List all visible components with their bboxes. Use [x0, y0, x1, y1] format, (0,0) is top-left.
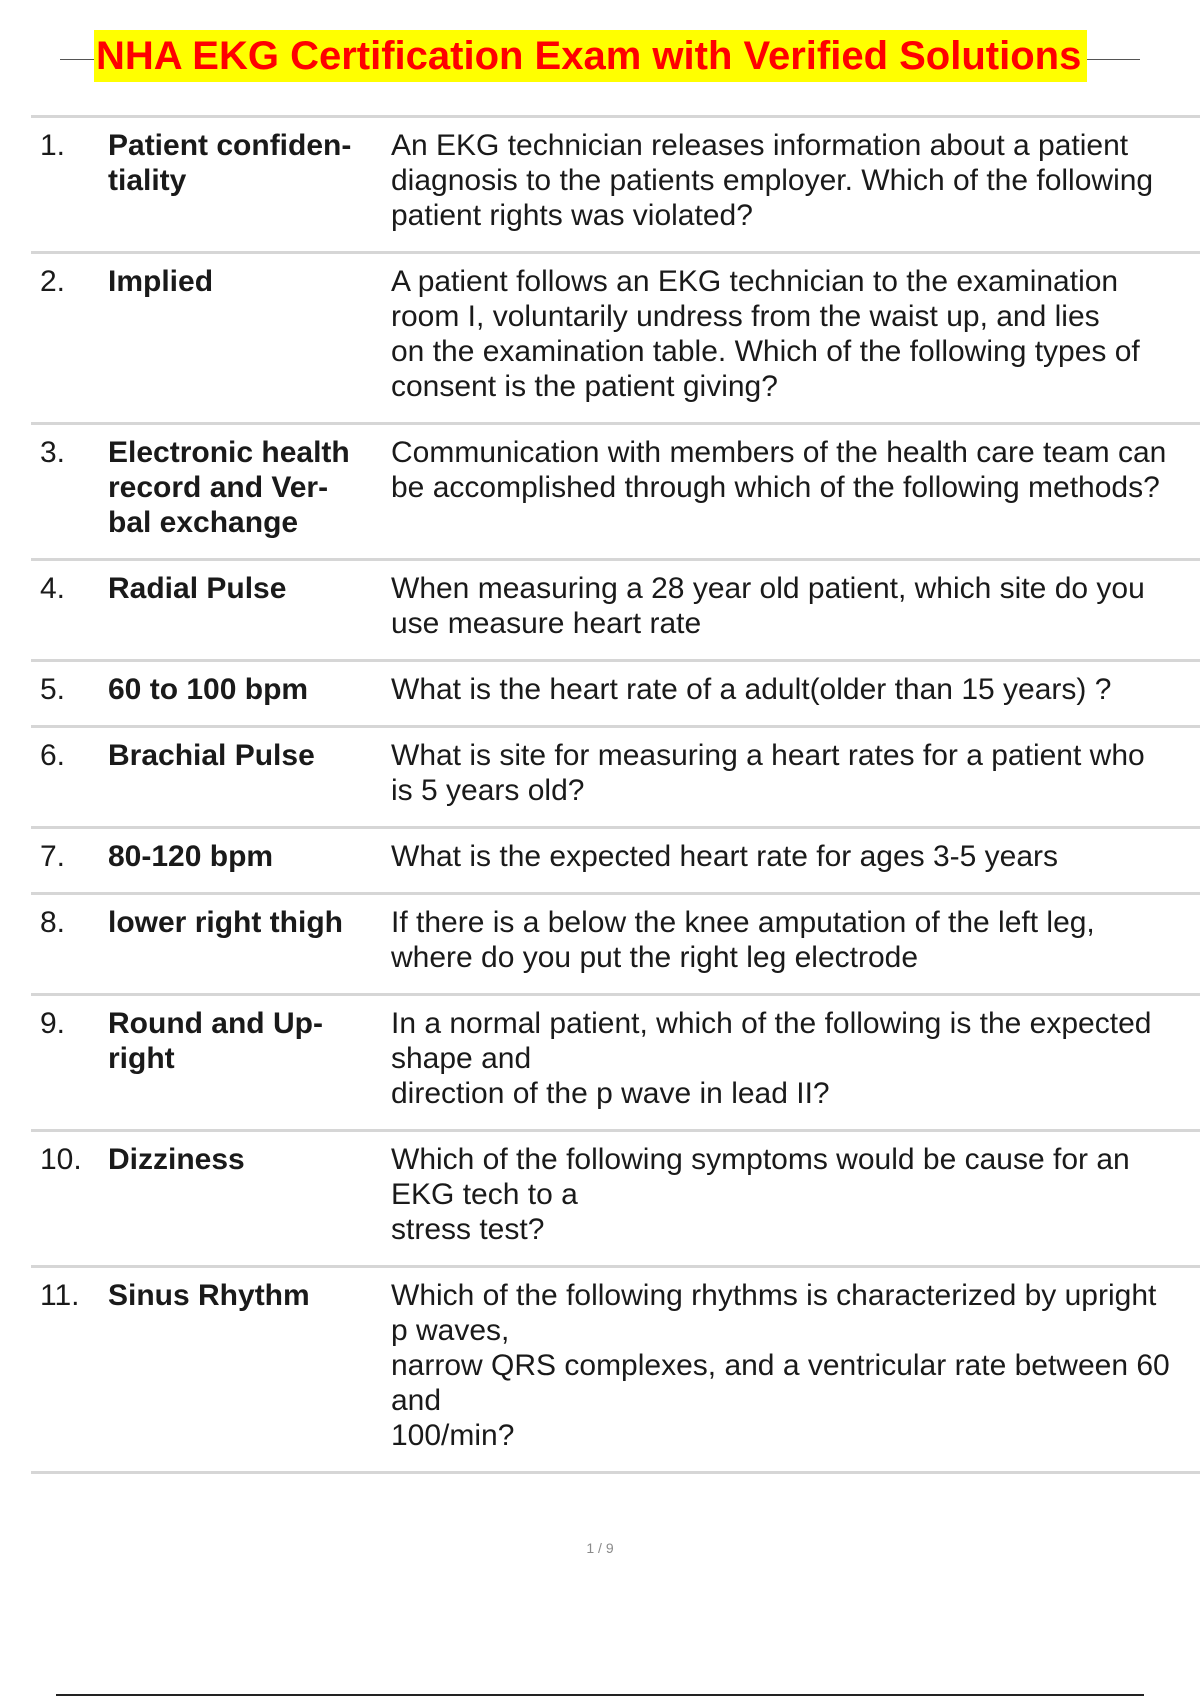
term-line: Sinus Rhythm — [108, 1279, 310, 1312]
question-line: If there is a below the knee amputation of the left leg, — [391, 906, 1095, 939]
item-number: 6. — [40, 739, 66, 772]
qa-row — [31, 1131, 1200, 1267]
qa-table-body — [31, 117, 1200, 1473]
qa-row — [31, 253, 1200, 424]
question-line: A patient follows an EKG technician to the examination — [391, 265, 1119, 298]
item-term — [108, 995, 391, 1131]
item-term — [108, 253, 391, 424]
qa-row — [31, 828, 1200, 894]
question-line: shape and — [391, 1042, 532, 1075]
term-line: Electronic health — [108, 436, 350, 469]
item-number: 11. — [40, 1279, 80, 1312]
item-number: 7. — [40, 840, 66, 873]
question-line: and — [391, 1384, 442, 1417]
item-number: 9. — [40, 1007, 66, 1040]
item-question — [391, 828, 1200, 894]
qa-row — [31, 560, 1200, 661]
item-question — [391, 1267, 1200, 1473]
question-line: stress test? — [391, 1213, 545, 1246]
qa-row — [31, 1267, 1200, 1473]
item-term — [108, 424, 391, 560]
item-number: 10. — [40, 1143, 82, 1176]
item-number: 4. — [40, 572, 66, 605]
item-question — [391, 894, 1200, 995]
qa-row — [31, 727, 1200, 828]
term-line: lower right thigh — [108, 906, 343, 939]
item-question — [391, 424, 1200, 560]
term-line: Round and Up- — [108, 1007, 323, 1040]
qa-row — [31, 117, 1200, 253]
document-title: NHA EKG Certification Exam with Verified Solutions — [94, 30, 1087, 82]
term-line: record and Ver- — [108, 471, 329, 504]
item-number: 1. — [40, 129, 66, 162]
item-number: 3. — [40, 436, 66, 469]
item-term — [108, 661, 391, 727]
question-line: What is the heart rate of a adult(older than 15 years) ? — [391, 673, 1112, 706]
item-question — [391, 727, 1200, 828]
question-line: where do you put the right leg electrode — [391, 941, 919, 974]
question-line: An EKG technician releases information about a patient — [391, 129, 1129, 162]
item-term — [108, 1131, 391, 1267]
question-line: p waves, — [391, 1314, 510, 1347]
question-line: Which of the following symptoms would be cause for an — [391, 1143, 1130, 1176]
question-line: direction of the p wave in lead II? — [391, 1077, 830, 1110]
question-line: 100/min? — [391, 1419, 515, 1452]
item-term — [108, 1267, 391, 1473]
question-line: room I, voluntarily undress from the waist up, and lies — [391, 300, 1100, 333]
item-number: 2. — [40, 265, 66, 298]
item-question — [391, 117, 1200, 253]
question-line: EKG tech to a — [391, 1178, 578, 1211]
question-line: When measuring a 28 year old patient, which site do you — [391, 572, 1145, 605]
item-term — [108, 117, 391, 253]
term-line: 80-120 bpm — [108, 840, 274, 873]
term-line: Implied — [108, 265, 214, 298]
qa-row — [31, 995, 1200, 1131]
term-line: right — [108, 1042, 175, 1075]
question-line: narrow QRS complexes, and a ventricular rate between 60 — [391, 1349, 1170, 1382]
page-indicator: 1 / 9 — [586, 1540, 614, 1556]
term-line: 60 to 100 bpm — [108, 673, 309, 706]
item-term — [108, 560, 391, 661]
question-line: What is site for measuring a heart rates for a patient who — [391, 739, 1145, 772]
question-line: Which of the following rhythms is characterized by upright — [391, 1279, 1157, 1312]
item-question — [391, 253, 1200, 424]
item-question — [391, 995, 1200, 1131]
question-line: consent is the patient giving? — [391, 370, 778, 403]
term-line: tiality — [108, 164, 187, 197]
qa-row — [31, 894, 1200, 995]
item-term — [108, 894, 391, 995]
term-line: Patient confiden- — [108, 129, 352, 162]
term-line: Radial Pulse — [108, 572, 287, 605]
question-line: patient rights was violated? — [391, 199, 753, 232]
item-number: 5. — [40, 673, 66, 706]
term-line: bal exchange — [108, 506, 299, 539]
question-line: Communication with members of the health care team can — [391, 436, 1167, 469]
question-line: What is the expected heart rate for ages 3-5 years — [391, 840, 1059, 873]
question-line: In a normal patient, which of the following is the expected — [391, 1007, 1152, 1040]
document-header — [60, 30, 1140, 82]
question-line: use measure heart rate — [391, 607, 702, 640]
item-question — [391, 661, 1200, 727]
qa-table — [31, 115, 1200, 1474]
question-line: diagnosis to the patients employer. Which of the following — [391, 164, 1154, 197]
qa-row — [31, 424, 1200, 560]
term-line: Brachial Pulse — [108, 739, 315, 772]
bottom-rule — [56, 1694, 1144, 1696]
question-line: on the examination table. Which of the following types of — [391, 335, 1140, 368]
item-number: 8. — [40, 906, 66, 939]
term-line: Dizziness — [108, 1143, 245, 1176]
question-line: be accomplished through which of the following methods? — [391, 471, 1160, 504]
item-question — [391, 560, 1200, 661]
item-question — [391, 1131, 1200, 1267]
item-term — [108, 828, 391, 894]
item-term — [108, 727, 391, 828]
question-line: is 5 years old? — [391, 774, 585, 807]
qa-row — [31, 661, 1200, 727]
